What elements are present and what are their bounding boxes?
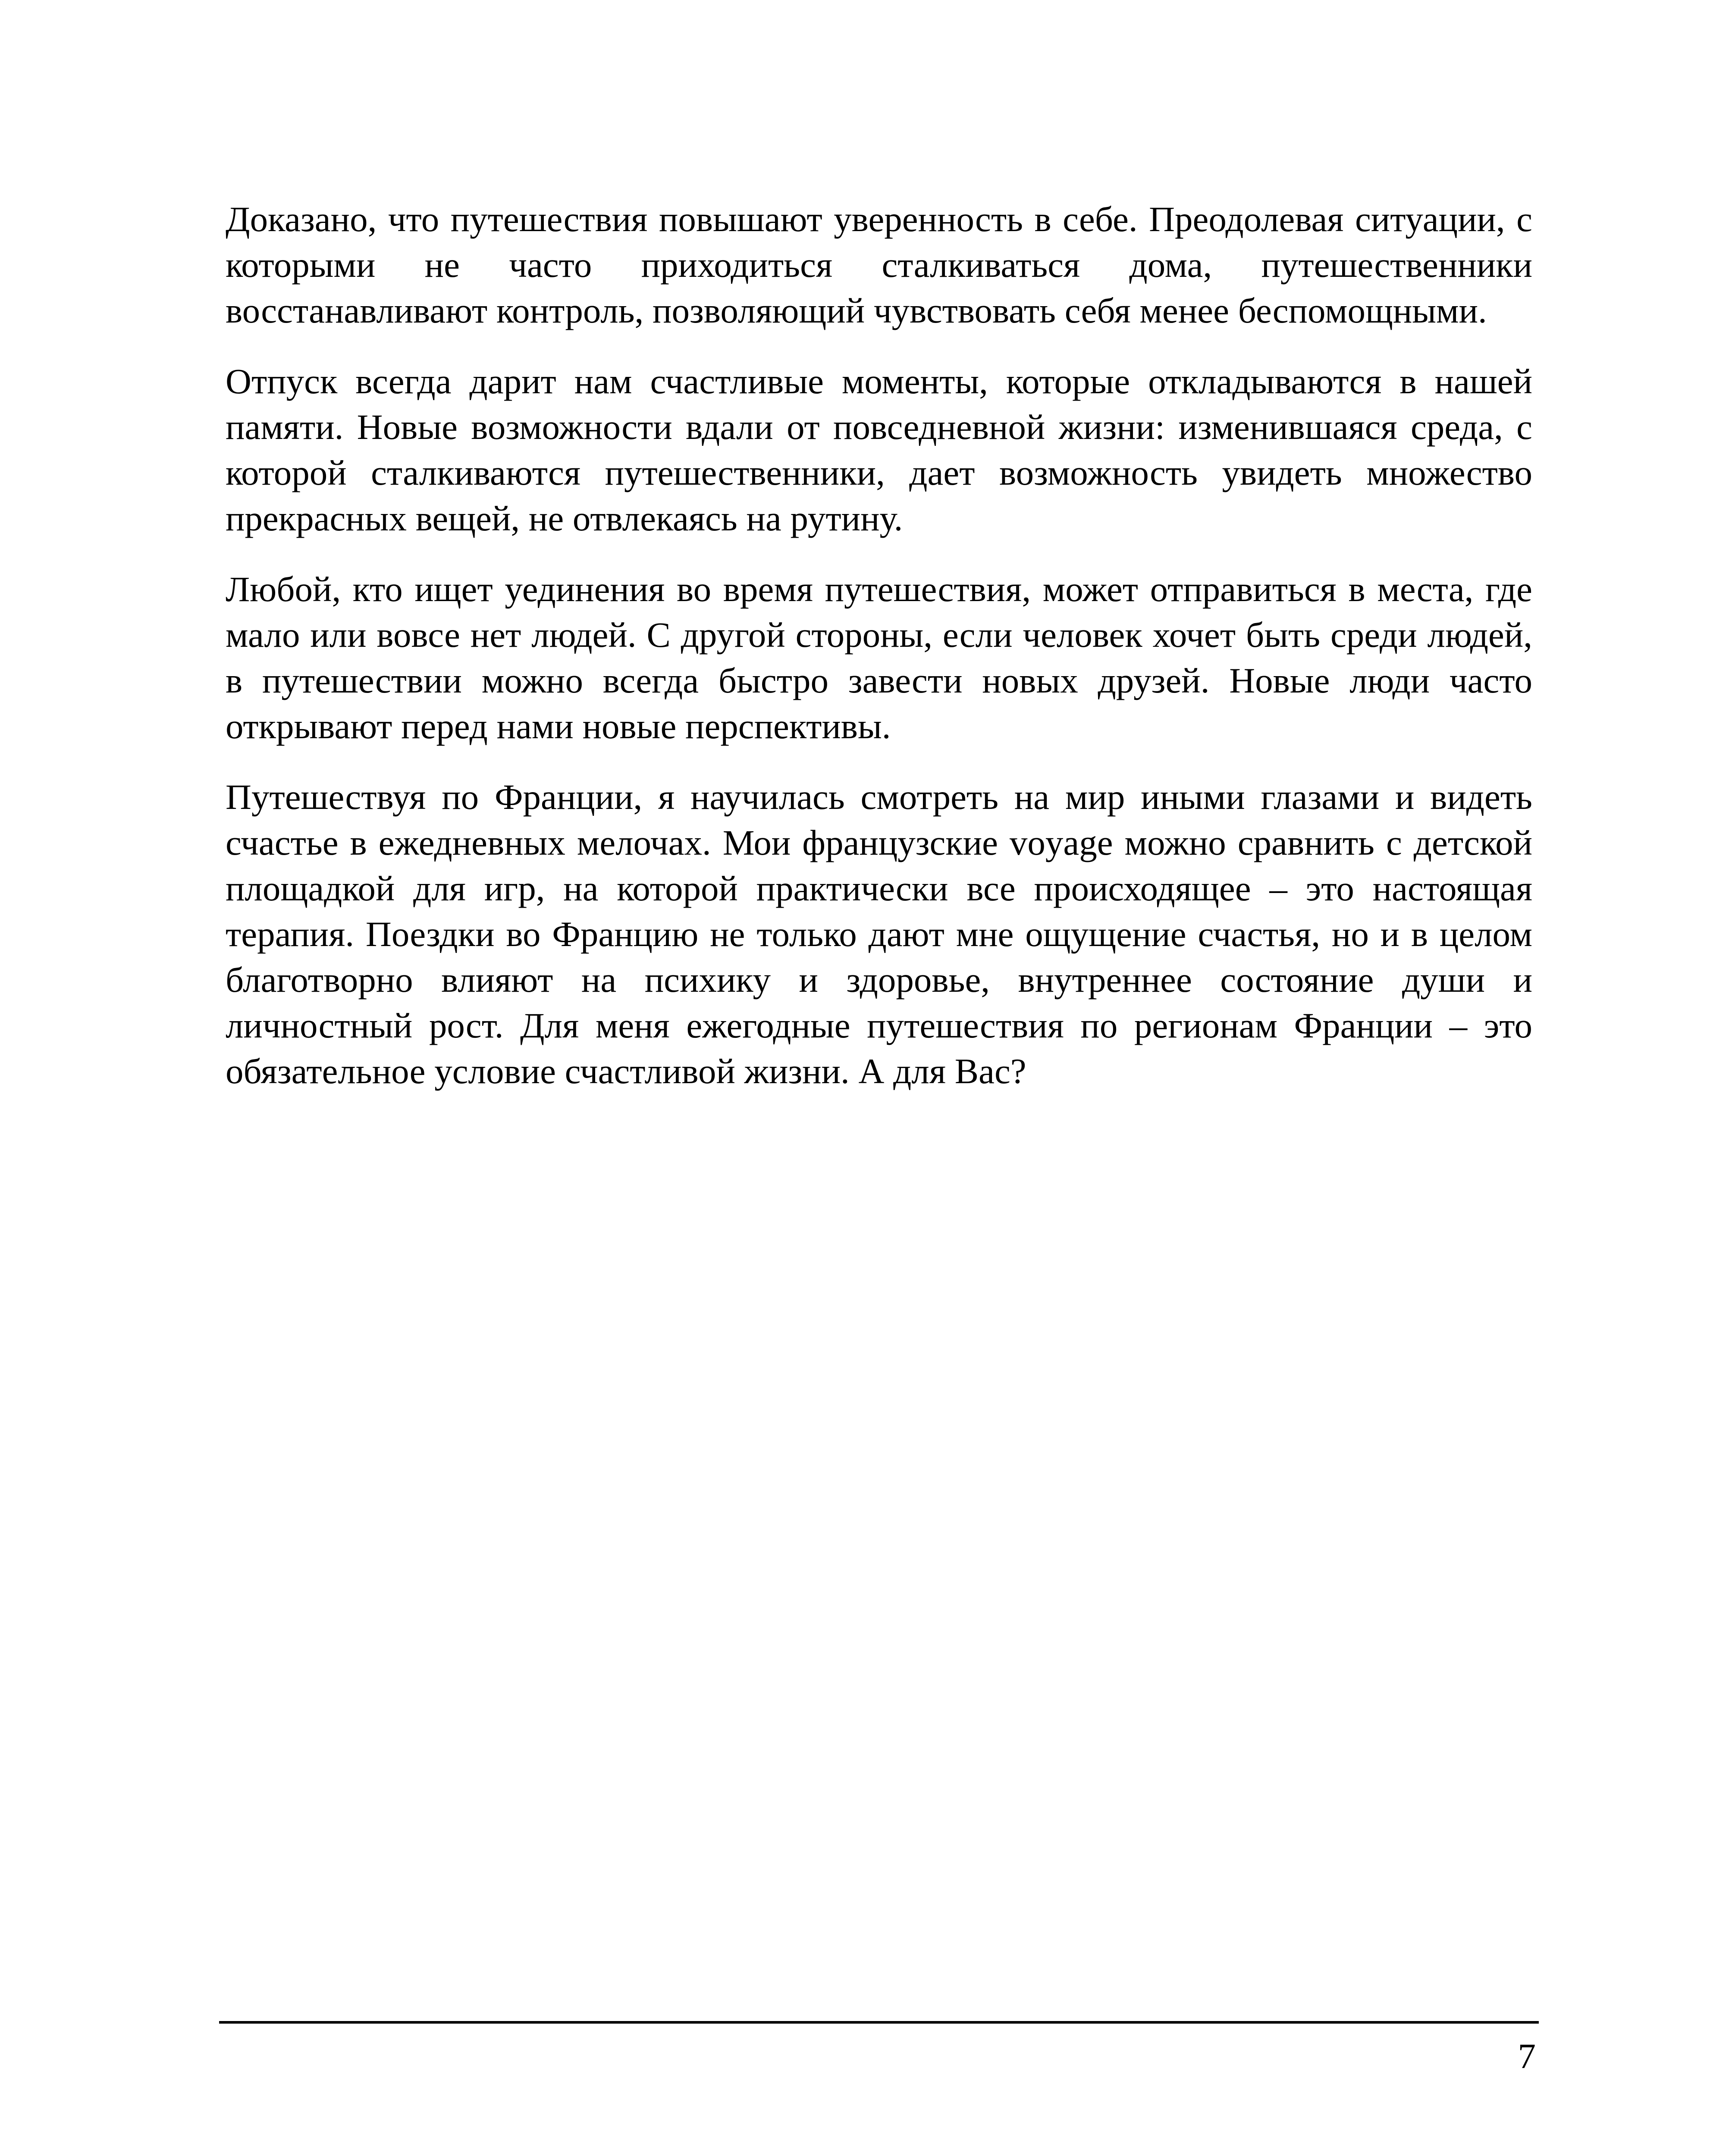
footer-divider — [219, 2021, 1539, 2024]
paragraph-4: Путешествуя по Франции, я научилась смотреть на мир иными глазами и видеть счастье в ежедневных мелочах. Мои французские voyage можно сравнить с детской площадкой для игр, на которой практически все происходящее – это настоящая терапия. Поездки во Францию не только дают мне ощущение счастья, но и в целом благотворно влияют на психику и здоровье, внутреннее состояние души и личностный рост. Для меня ежегодные путешествия по регионам Франции – это обязательное условие счастливой жизни. А для Вас? — [226, 777, 1532, 1091]
paragraph-1: Доказано, что путешествия повышают уверенность в себе. Преодолевая ситуации, с которыми не часто приходиться сталкиваться дома, путешественники восстанавливают контроль, позволяющий чувствовать себя менее беспомощными. — [226, 199, 1532, 330]
paragraph-2: Отпуск всегда дарит нам счастливые моменты, которые откладываются в нашей памяти. Новые возможности вдали от повседневной жизни: изменившаяся среда, с которой сталкиваются путешественники, дает возможность увидеть множество прекрасных вещей, не отвлекаясь на рутину. — [226, 361, 1532, 538]
page-number: 7 — [1518, 2036, 1536, 2076]
document-body — [226, 196, 1532, 1119]
paragraph-3: Любой, кто ищет уединения во время путешествия, может отправиться в места, где мало или вовсе нет людей. С другой стороны, если человек хочет быть среди людей, в путешествии можно всегда быстро завести новых друзей. Новые люди часто открывают перед нами новые перспективы. — [226, 569, 1532, 746]
